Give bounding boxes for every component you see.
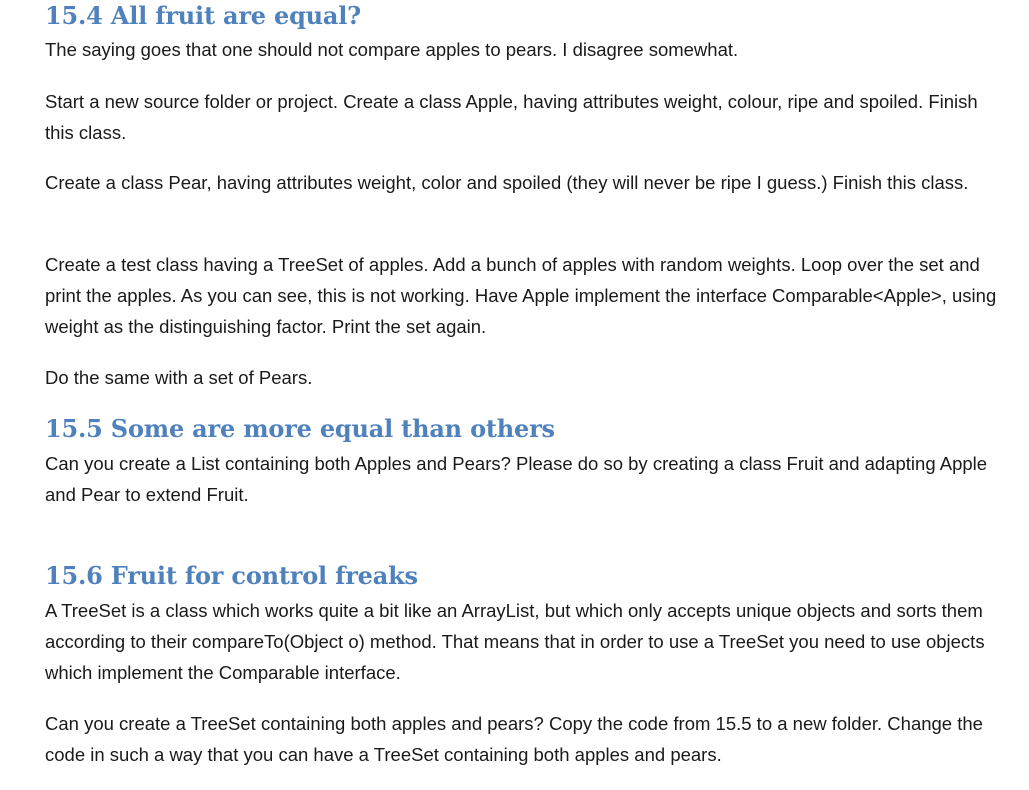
paragraph: The saying goes that one should not compare apples to pears. I disagree somewhat. <box>45 39 739 60</box>
section-heading-15-5: 15.5 Some are more equal than others <box>45 414 555 443</box>
paragraph: Create a test class having a TreeSet of apples. Add a bunch of apples with random weights. Loop over the set and print the apples. As you can see, this is not working. Have Apple implement the interface Comparable<Apple>, using weight as the distinguishing factor. Print the set again. <box>45 254 997 337</box>
paragraph: Can you create a List containing both Apples and Pears? Please do so by creating a class Fruit and adapting Apple and Pear to extend Fruit. <box>45 453 988 505</box>
paragraph: Create a class Pear, having attributes weight, color and spoiled (they will never be ripe I guess.) Finish this class. <box>45 172 969 193</box>
paragraph: Do the same with a set of Pears. <box>45 367 313 388</box>
section-heading-15-4: 15.4 All fruit are equal? <box>45 1 362 30</box>
paragraph: Start a new source folder or project. Create a class Apple, having attributes weight, colour, ripe and spoiled. Finish this class. <box>45 91 978 143</box>
paragraph: A TreeSet is a class which works quite a bit like an ArrayList, but which only accepts unique objects and sorts them according to their compareTo(Object o) method. That means that in order to use a TreeSet you need to use objects which implement the Comparable interface. <box>45 600 985 683</box>
section-heading-15-6: 15.6 Fruit for control freaks <box>45 561 418 590</box>
paragraph: Can you create a TreeSet containing both apples and pears? Copy the code from 15.5 to a new folder. Change the code in such a way that you can have a TreeSet containing both apples and pears. <box>45 713 983 765</box>
